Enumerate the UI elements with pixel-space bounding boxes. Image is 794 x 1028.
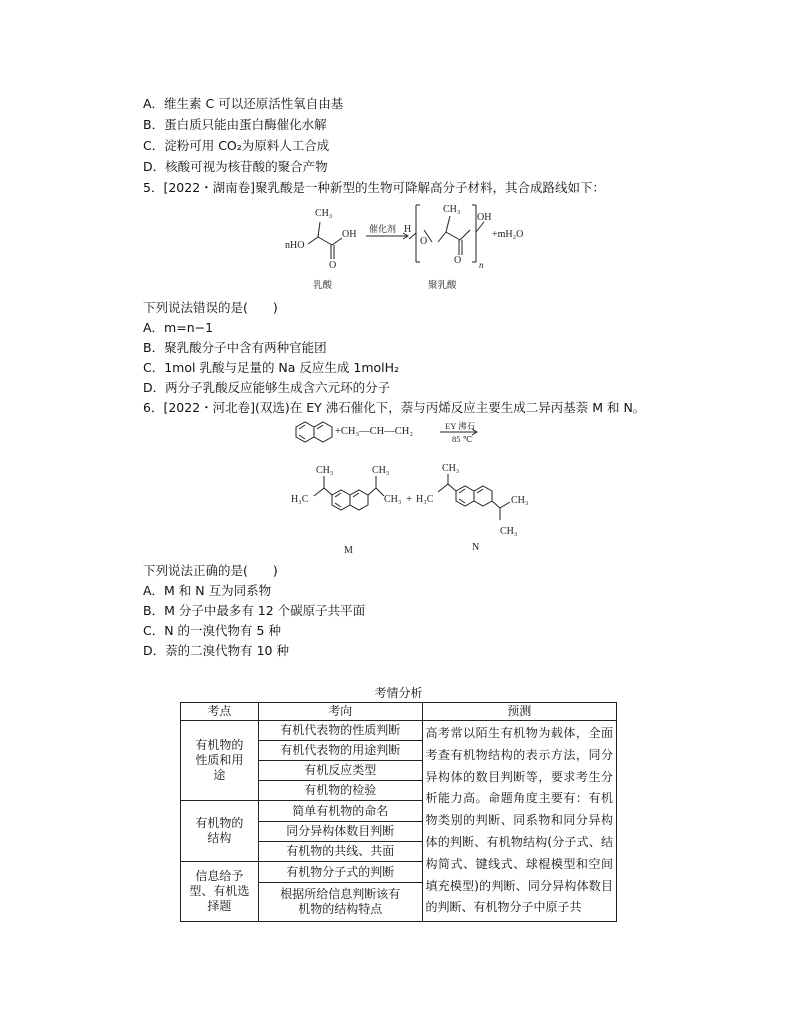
poly-ch3: CH₃ xyxy=(443,204,461,215)
lactic-nho: nHO xyxy=(285,240,305,251)
n-ch3-bottom: CH₃ xyxy=(500,526,518,537)
q5-question: 下列说法错误的是( ) xyxy=(143,300,278,315)
q6-option-a: A．M 和 N 互为同系物 xyxy=(143,583,272,598)
products-plus: + xyxy=(406,493,413,505)
direction-item: 根据所给信息判断该有机物的结构特点 xyxy=(258,883,422,922)
q4-option-d: D．核酸可视为核苷酸的聚合产物 xyxy=(143,159,328,174)
header-prediction: 预测 xyxy=(422,703,616,721)
lactic-ch3: CH₃ xyxy=(315,208,333,219)
q5-option-d: D．两分子乳酸反应能够生成含六元环的分子 xyxy=(143,380,391,395)
condition-temperature: 85 ℃ xyxy=(452,434,473,444)
propene-formula: +CH₃—CH—CH₂ xyxy=(335,426,414,437)
table-header-row xyxy=(181,703,617,721)
label-n: N xyxy=(472,542,480,553)
n-h3c-left: H₃C xyxy=(416,494,434,505)
q5-option-a: A．m=n−1 xyxy=(143,320,214,335)
q6-stem: 6．[2022・河北卷](双选)在 EY 沸石催化下，萘与丙烯反应主要生成二异丙基萘 M 和 N。 xyxy=(143,400,646,415)
m-ch3-top-right: CH₃ xyxy=(372,465,390,476)
poly-subscript-n: n xyxy=(479,260,484,270)
direction-item: 简单有机物的命名 xyxy=(258,801,422,822)
direction-item: 有机代表物的性质判断 xyxy=(258,721,422,741)
m-ch3-right: CH₃ xyxy=(384,494,402,505)
catalyst-label: 催化剂 xyxy=(369,224,397,234)
prediction-text: 高考常以陌生有机物为载体，全面考查有机物结构的表示方法，同分异构体的数目判断等，要求考生分析能力高。命题角度主要有：有机物类别的判断、同系物和同分异构体的判断、有机物结构(分子式、结构简式、键线式、球棍模型和空间填充模型)的判断、同分异构体数目的判断、有机物分子中原子共 xyxy=(422,721,616,922)
topic-info-given: 信息给予型、有机选择题 xyxy=(181,862,259,922)
q5-option-c: C．1mol 乳酸与足量的 Na 反应生成 1molH₂ xyxy=(143,360,400,375)
q6-option-c: C．N 的一溴代物有 5 种 xyxy=(143,623,281,638)
q4-option-b: B．蛋白质只能由蛋白酶催化水解 xyxy=(143,117,327,132)
direction-item: 有机物的共线、共面 xyxy=(258,842,422,862)
analysis-table xyxy=(180,702,617,922)
header-direction: 考向 xyxy=(258,703,422,721)
q6-option-d: D．萘的二溴代物有 10 种 xyxy=(143,643,289,658)
q4-option-a: A．维生素 C 可以还原活性氧自由基 xyxy=(143,96,344,111)
analysis-title: 考情分析 xyxy=(374,686,423,700)
m-h3c-left: H₃C xyxy=(291,494,309,505)
topic-properties: 有机物的性质和用途 xyxy=(181,721,259,801)
poly-h: H xyxy=(404,224,412,235)
q4-option-c: C．淀粉可用 CO₂为原料人工合成 xyxy=(143,138,330,153)
q5-option-b: B．聚乳酸分子中含有两种官能团 xyxy=(143,340,327,355)
q6-option-b: B．M 分子中最多有 12 个碳原子共平面 xyxy=(143,603,366,618)
water-term: +mH₂O xyxy=(492,229,524,240)
table-row xyxy=(181,721,617,741)
direction-item: 有机代表物的用途判断 xyxy=(258,741,422,761)
label-lactic-acid: 乳酸 xyxy=(313,280,333,291)
direction-item: 有机反应类型 xyxy=(258,761,422,781)
topic-structure: 有机物的结构 xyxy=(181,801,259,862)
direction-item: 同分异构体数目判断 xyxy=(258,822,422,842)
n-ch3-top: CH₃ xyxy=(442,463,460,474)
direction-item: 有机物分子式的判断 xyxy=(258,862,422,883)
label-polylactic-acid: 聚乳酸 xyxy=(428,280,457,291)
condition-catalyst: EY 沸石 xyxy=(445,421,476,431)
poly-o-ether: O xyxy=(420,236,428,247)
m-ch3-top-left: CH₃ xyxy=(316,465,334,476)
lactic-o: O xyxy=(329,260,337,271)
lactic-oh: OH xyxy=(342,229,357,240)
header-topic: 考点 xyxy=(181,703,259,721)
label-m: M xyxy=(344,545,353,556)
n-ch3-right: CH₃ xyxy=(511,495,529,506)
poly-o-carbonyl: O xyxy=(454,255,462,266)
q5-stem: 5．[2022・湖南卷]聚乳酸是一种新型的生物可降解高分子材料，其合成路线如下： xyxy=(143,180,606,195)
poly-oh: OH xyxy=(477,212,492,223)
direction-item: 有机物的检验 xyxy=(258,781,422,801)
q6-question: 下列说法正确的是( ) xyxy=(143,563,278,578)
